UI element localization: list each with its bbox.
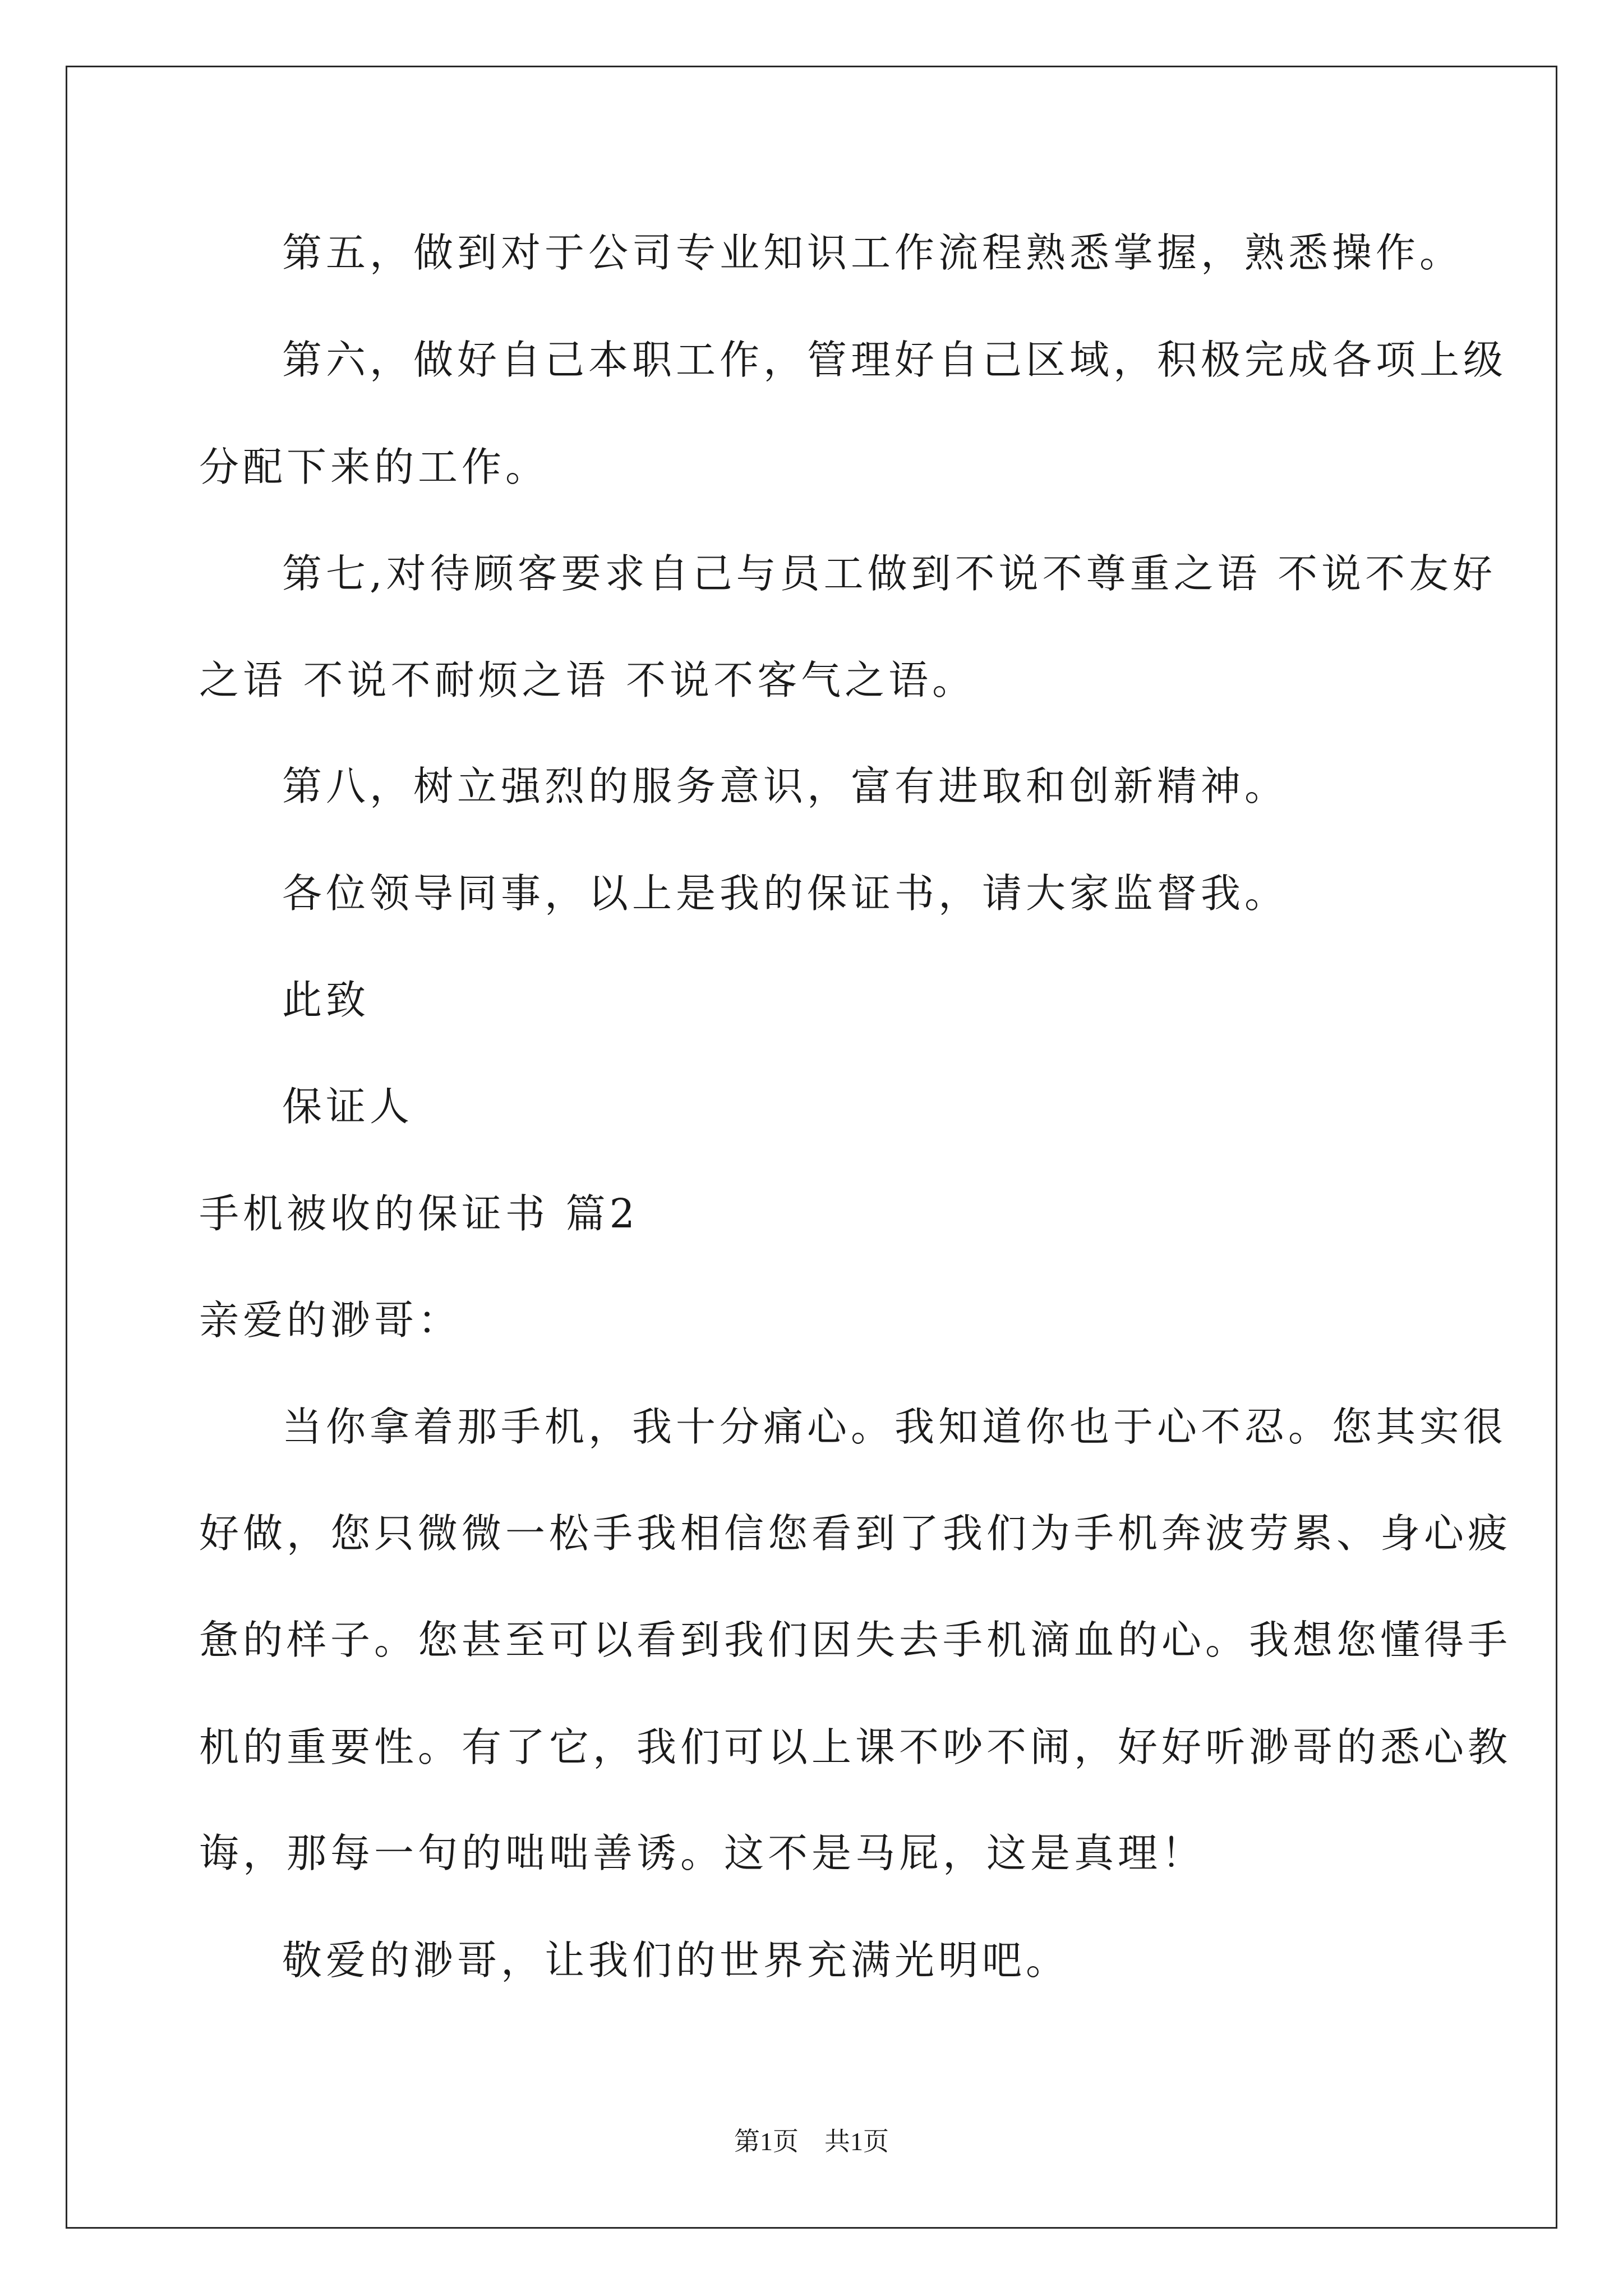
signature-label: 保证人 bbox=[282, 1083, 414, 1130]
paragraph-line: 敬爱的渺哥，让我们的世界充满光明吧。 bbox=[282, 1937, 1070, 1984]
salutation: 亲爱的渺哥： bbox=[199, 1297, 462, 1343]
paragraph-line: 当你拿着那手机，我十分痛心。我知道你也于心不忍。您其实很 bbox=[282, 1404, 1507, 1450]
paragraph-line: 好做，您只微微一松手我相信您看到了我们为手机奔波劳累、身心疲 bbox=[199, 1510, 1512, 1557]
paragraph-line: 第五，做到对于公司专业知识工作流程熟悉掌握，熟悉操作。 bbox=[282, 229, 1464, 276]
paragraph-line: 各位领导同事，以上是我的保证书，请大家监督我。 bbox=[282, 870, 1289, 917]
paragraph-line: 诲，那每一句的咄咄善诱。这不是马屁，这是真理！ bbox=[199, 1830, 1206, 1876]
paragraph-line: 机的重要性。有了它，我们可以上课不吵不闹，好好听渺哥的悉心教 bbox=[199, 1724, 1512, 1770]
page-number-footer: 第1页 共1页 bbox=[734, 2127, 889, 2156]
page-border bbox=[66, 66, 1557, 2229]
section-heading: 手机被收的保证书 篇2 bbox=[199, 1190, 639, 1237]
paragraph-line: 第七,对待顾客要求自己与员工做到不说不尊重之语 不说不友好 bbox=[282, 550, 1497, 597]
paragraph-line: 第六，做好自己本职工作，管理好自己区域，积极完成各项上级 bbox=[282, 337, 1507, 383]
paragraph-line: 惫的样子。您甚至可以看到我们因失去手机滴血的心。我想您懂得手 bbox=[199, 1617, 1512, 1663]
paragraph-line: 第八，树立强烈的服务意识，富有进取和创新精神。 bbox=[282, 763, 1289, 809]
paragraph-line: 之语 不说不耐烦之语 不说不客气之语。 bbox=[199, 657, 976, 703]
closing-line: 此致 bbox=[282, 977, 370, 1023]
paragraph-line: 分配下来的工作。 bbox=[199, 444, 550, 490]
